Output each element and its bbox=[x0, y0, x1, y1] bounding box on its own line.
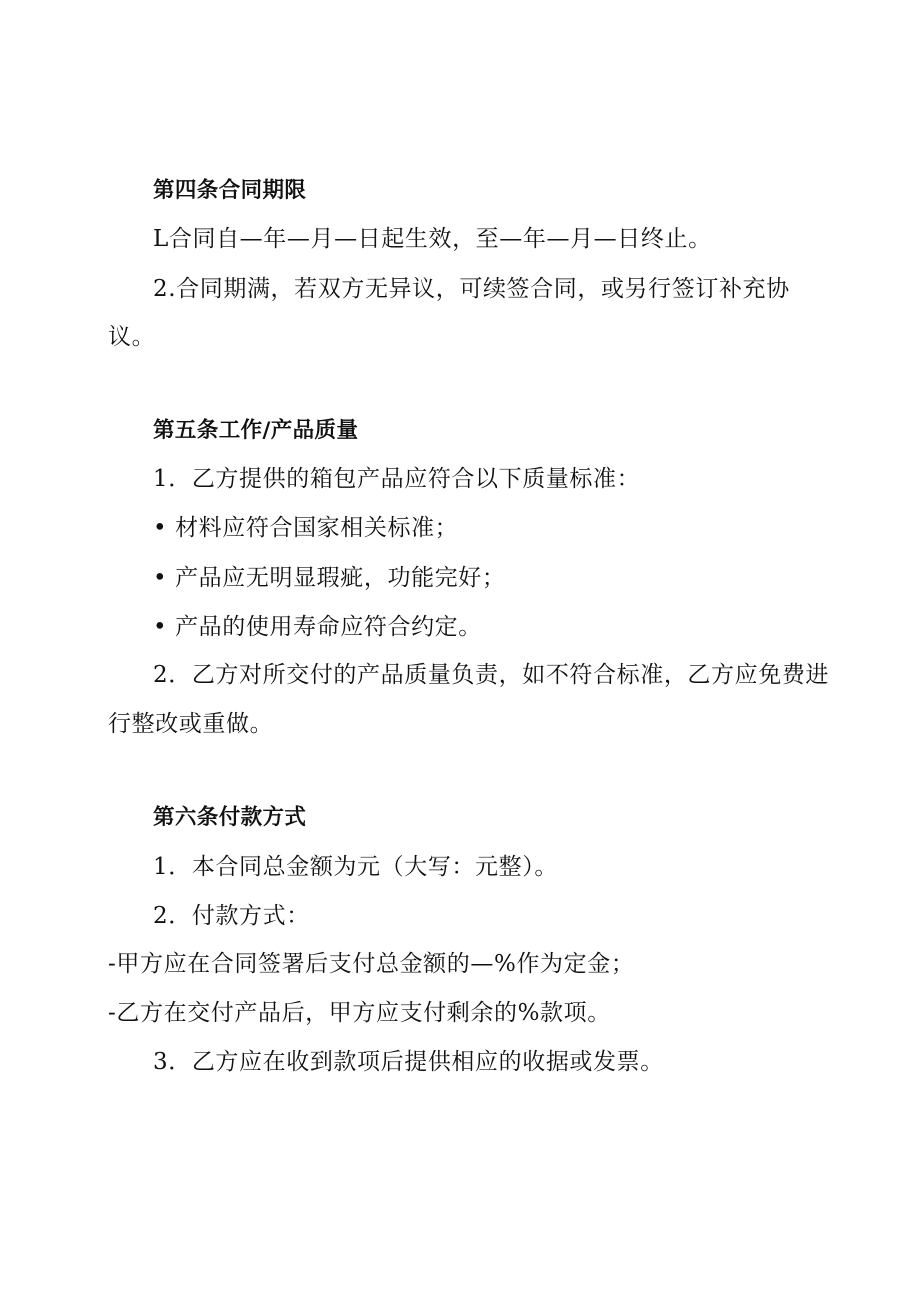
section-5-bullet-2: • 产品应无明显瑕疵，功能完好； bbox=[153, 565, 506, 591]
section-6-clause-3: 3．乙方应在收到款项后提供相应的收据或发票。 bbox=[153, 1049, 664, 1075]
section-4-clause-1: L合同自—年—月—日起生效，至—年—月—日终止。 bbox=[153, 226, 712, 252]
section-4-heading: 第四条合同期限 bbox=[153, 178, 307, 203]
section-5-bullet-1: • 材料应符合国家相关标准； bbox=[153, 515, 459, 541]
section-5-clause-1: 1．乙方提供的箱包产品应符合以下质量标准： bbox=[153, 466, 641, 492]
section-4-clause-2: 2.合同期满，若双方无异议，可续签合同，或另行签订补充协 bbox=[153, 276, 790, 302]
section-5-clause-2: 2．乙方对所交付的产品质量负责，如不符合标准，乙方应免费进 bbox=[153, 662, 830, 688]
section-5-bullet-3: • 产品的使用寿命应符合约定。 bbox=[153, 614, 482, 640]
section-5-clause-2-cont: 行整改或重做。 bbox=[108, 711, 274, 737]
section-6-heading: 第六条付款方式 bbox=[153, 805, 307, 830]
section-6-payment-item-2: -乙方在交付产品后，甲方应支付剩余的%款项。 bbox=[108, 1000, 611, 1026]
section-6-clause-1: 1．本合同总金额为元（大写：元整）。 bbox=[153, 854, 558, 880]
section-4-clause-2-cont: 议。 bbox=[108, 324, 156, 350]
section-6-payment-item-1: -甲方应在合同签署后支付总金额的—%作为定金； bbox=[108, 951, 635, 977]
section-6-clause-2: 2．付款方式： bbox=[153, 903, 310, 929]
section-5-heading: 第五条工作/产品质量 bbox=[153, 418, 359, 443]
